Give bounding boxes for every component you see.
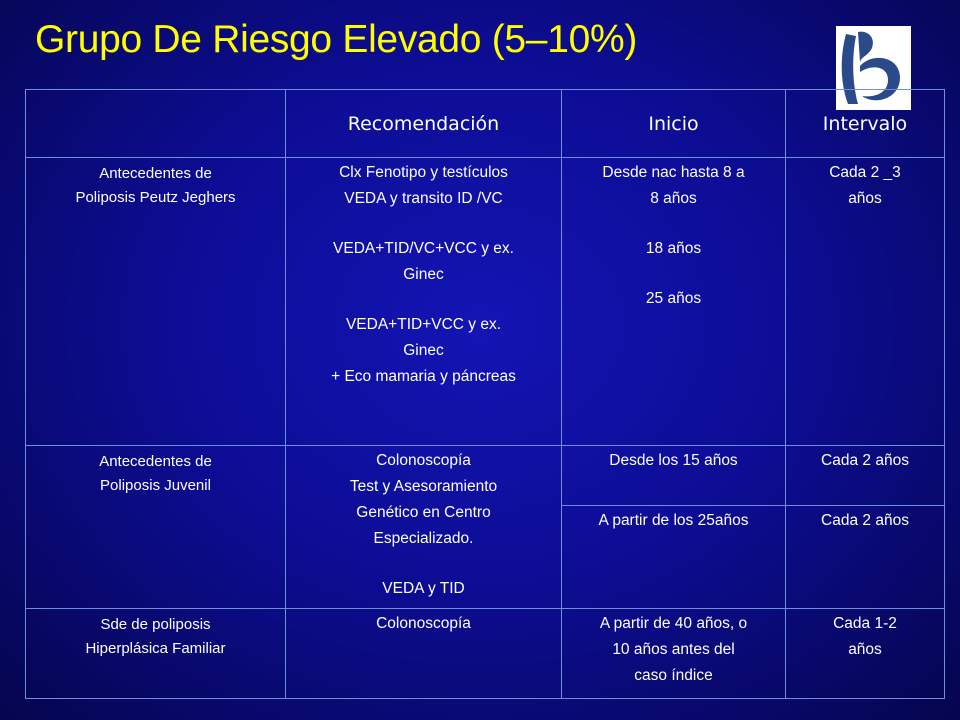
row-label-hyperplastic: Sde de poliposis Hiperplásica Familiar bbox=[26, 609, 286, 699]
interval-hyperplastic: Cada 1-2 años bbox=[786, 609, 945, 699]
interval-peutz-jeghers: Cada 2 _3 años bbox=[786, 158, 945, 446]
header-recommendation: Recomendación bbox=[286, 90, 562, 158]
screening-table bbox=[25, 89, 945, 699]
start-juvenile-25: A partir de los 25años bbox=[562, 506, 786, 609]
start-hyperplastic: A partir de 40 años, o 10 años antes del caso índice bbox=[562, 609, 786, 699]
interval-juvenile-25: Cada 2 años bbox=[786, 506, 945, 609]
recommendation-juvenile: Colonoscopía Test y Asesoramiento Genético en Centro Especializado. VEDA y TID bbox=[286, 446, 562, 609]
start-juvenile-15: Desde los 15 años bbox=[562, 446, 786, 506]
header-start: Inicio bbox=[562, 90, 786, 158]
table-row bbox=[26, 609, 945, 699]
header-interval: Intervalo bbox=[786, 90, 945, 158]
row-label-juvenile: Antecedentes de Poliposis Juvenil bbox=[26, 446, 286, 609]
interval-juvenile-15: Cada 2 años bbox=[786, 446, 945, 506]
header-empty bbox=[26, 90, 286, 158]
recommendation-peutz-jeghers: Clx Fenotipo y testículos VEDA y transito ID /VC VEDA+TID/VC+VCC y ex. Ginec VEDA+TID+VCC y ex. Ginec + Eco mamaria y páncreas bbox=[286, 158, 562, 446]
table-header-row bbox=[26, 90, 945, 158]
row-label-peutz-jeghers: Antecedentes de Poliposis Peutz Jeghers bbox=[26, 158, 286, 446]
slide-title: Grupo De Riesgo Elevado (5–10%) bbox=[35, 18, 638, 61]
table-row bbox=[26, 446, 945, 506]
recommendation-hyperplastic: Colonoscopía bbox=[286, 609, 562, 699]
start-peutz-jeghers: Desde nac hasta 8 a 8 años 18 años 25 años bbox=[562, 158, 786, 446]
table-row bbox=[26, 158, 945, 446]
